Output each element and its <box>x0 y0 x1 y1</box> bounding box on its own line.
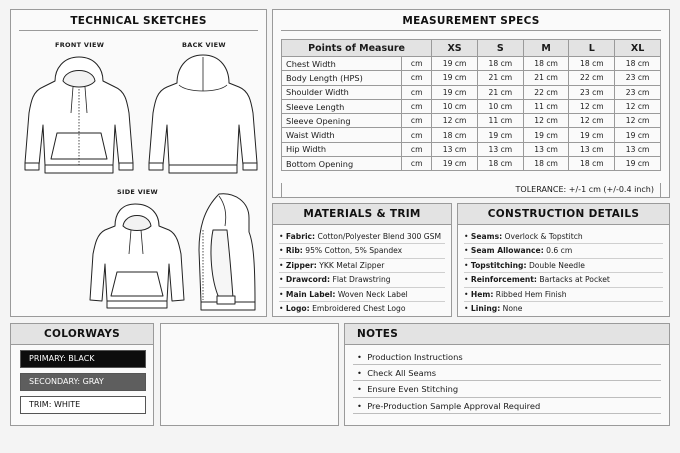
size-header-s: S <box>477 40 523 57</box>
sketches-divider <box>19 30 258 31</box>
measure-value-cell: 19 cm <box>523 128 569 142</box>
measure-point-label: Hip Width <box>282 142 402 156</box>
materials-title: MATERIALS & TRIM <box>273 204 451 225</box>
measure-value-cell: 23 cm <box>615 71 661 85</box>
note-text: Check All Seams <box>367 368 437 379</box>
construction-item-key: Seam Allowance: <box>470 246 544 256</box>
measure-value-cell: 18 cm <box>477 57 523 71</box>
measure-value-cell: 19 cm <box>432 57 478 71</box>
measure-value-cell: 18 cm <box>523 157 569 171</box>
measurement-table <box>281 39 661 171</box>
size-header-xl: XL <box>615 40 661 57</box>
measure-value-cell: 10 cm <box>432 99 478 113</box>
colorways-title: COLORWAYS <box>11 324 153 345</box>
blank-panel <box>160 323 339 426</box>
construction-item-key: Lining: <box>470 303 501 313</box>
materials-trim-panel <box>272 203 452 317</box>
measure-value-cell: 18 cm <box>569 57 615 71</box>
front-view-hoodie-icon <box>23 53 135 177</box>
measure-unit: cm <box>402 157 432 171</box>
side-view-hoodie-icon <box>89 200 185 312</box>
measure-point-label: Sleeve Opening <box>282 114 402 128</box>
bullet-icon: • <box>279 275 284 285</box>
measure-value-cell: 11 cm <box>523 99 569 113</box>
bullet-icon: • <box>464 232 469 241</box>
measurement-row <box>282 85 661 99</box>
measure-value-cell: 22 cm <box>569 71 615 85</box>
materials-item-key: Logo: <box>285 303 310 313</box>
measure-value-cell: 13 cm <box>569 142 615 156</box>
construction-details-panel <box>457 203 670 317</box>
measure-value-cell: 21 cm <box>477 71 523 85</box>
bullet-icon: • <box>464 289 469 299</box>
bullet-icon: • <box>464 246 469 256</box>
size-header-xs: XS <box>432 40 478 57</box>
measure-unit: cm <box>402 71 432 85</box>
bullet-icon: • <box>357 368 362 379</box>
measure-point-label: Sleeve Length <box>282 99 402 113</box>
technical-sketches-panel <box>10 9 267 317</box>
measure-unit: cm <box>402 142 432 156</box>
size-header-m: M <box>523 40 569 57</box>
materials-item-value: 95% Cotton, 5% Spandex <box>305 246 403 256</box>
measurement-title: MEASUREMENT SPECS <box>402 15 540 27</box>
measure-value-cell: 23 cm <box>569 85 615 99</box>
measure-value-cell: 19 cm <box>569 128 615 142</box>
construction-item <box>464 273 663 287</box>
measure-value-cell: 13 cm <box>432 142 478 156</box>
materials-item <box>279 259 445 273</box>
measurement-row <box>282 57 661 71</box>
note-item <box>353 349 661 365</box>
construction-item <box>464 302 663 316</box>
note-text: Production Instructions <box>367 352 463 362</box>
measure-point-label: Shoulder Width <box>282 85 402 99</box>
colorway-swatch: TRIM: WHITE <box>20 396 146 414</box>
measure-point-label: Chest Width <box>282 57 402 71</box>
materials-item-value: Embroidered Chest Logo <box>312 303 406 313</box>
side-view-label: SIDE VIEW <box>117 188 158 196</box>
bullet-icon: • <box>357 400 362 411</box>
side-profile-hoodie-icon <box>195 190 259 314</box>
bullet-icon: • <box>279 260 284 270</box>
materials-item-key: Zipper: <box>285 260 317 270</box>
notes-list <box>345 345 669 414</box>
construction-title: CONSTRUCTION DETAILS <box>458 204 669 225</box>
materials-item-value: YKK Metal Zipper <box>319 260 385 270</box>
measure-value-cell: 10 cm <box>477 99 523 113</box>
construction-item <box>464 230 663 244</box>
materials-item-value: Flat Drawstring <box>332 275 391 285</box>
materials-item <box>279 230 445 244</box>
materials-item-key: Main Label: <box>285 289 336 299</box>
size-header-l: L <box>569 40 615 57</box>
measurement-divider <box>281 30 661 31</box>
construction-item-value: Ribbed Hem Finish <box>495 289 567 299</box>
measure-value-cell: 23 cm <box>615 85 661 99</box>
measure-value-cell: 18 cm <box>477 157 523 171</box>
construction-item-key: Topstitching: <box>470 260 527 270</box>
sketches-title: TECHNICAL SKETCHES <box>70 15 207 27</box>
bullet-icon: • <box>279 246 284 256</box>
colorways-panel <box>10 323 154 426</box>
bullet-icon: • <box>464 303 469 313</box>
measurement-row <box>282 114 661 128</box>
measure-unit: cm <box>402 99 432 113</box>
points-of-measure-header: Points of Measure <box>282 40 432 57</box>
measure-value-cell: 22 cm <box>523 85 569 99</box>
measure-value-cell: 13 cm <box>477 142 523 156</box>
notes-panel <box>344 323 670 426</box>
measurement-specs-panel <box>272 9 670 198</box>
back-view-label: BACK VIEW <box>182 41 226 49</box>
measure-unit: cm <box>402 57 432 71</box>
measure-unit: cm <box>402 114 432 128</box>
materials-item <box>279 302 445 316</box>
measurement-row <box>282 128 661 142</box>
note-item <box>353 381 661 397</box>
materials-item-key: Rib: <box>285 246 303 256</box>
measure-value-cell: 19 cm <box>432 71 478 85</box>
measure-point-label: Bottom Opening <box>282 157 402 171</box>
bullet-icon: • <box>464 260 469 270</box>
bullet-icon: • <box>357 384 362 395</box>
measure-point-label: Body Length (HPS) <box>282 71 402 85</box>
tolerance-note: TOLERANCE: +/-1 cm (+/-0.4 inch) <box>281 183 661 198</box>
measurement-row <box>282 157 661 171</box>
measurement-row <box>282 99 661 113</box>
colorway-swatch: SECONDARY: GRAY <box>20 373 146 391</box>
construction-item-value: Bartacks at Pocket <box>539 275 610 285</box>
bullet-icon: • <box>357 352 362 362</box>
measure-point-label: Waist Width <box>282 128 402 142</box>
measurement-row <box>282 142 661 156</box>
materials-item-key: Drawcord: <box>285 275 331 285</box>
construction-item-value: None <box>502 303 523 313</box>
front-view-label: FRONT VIEW <box>55 41 105 49</box>
measure-value-cell: 18 cm <box>523 57 569 71</box>
measure-value-cell: 12 cm <box>569 99 615 113</box>
construction-item-value: 0.6 cm <box>546 246 573 256</box>
construction-item-key: Hem: <box>470 289 494 299</box>
measure-unit: cm <box>402 128 432 142</box>
measure-value-cell: 18 cm <box>615 57 661 71</box>
bullet-icon: • <box>464 275 469 285</box>
bullet-icon: • <box>279 232 284 241</box>
note-text: Ensure Even Stitching <box>367 384 459 395</box>
measure-value-cell: 21 cm <box>523 71 569 85</box>
measure-value-cell: 12 cm <box>615 99 661 113</box>
materials-list <box>273 225 451 316</box>
measure-value-cell: 19 cm <box>432 157 478 171</box>
measure-value-cell: 19 cm <box>615 128 661 142</box>
measure-unit: cm <box>402 85 432 99</box>
construction-item-key: Seams: <box>470 232 503 241</box>
construction-item-value: Double Needle <box>528 260 585 270</box>
measure-value-cell: 19 cm <box>477 128 523 142</box>
materials-item-value: Woven Neck Label <box>337 289 408 299</box>
measure-value-cell: 18 cm <box>432 128 478 142</box>
measure-value-cell: 13 cm <box>523 142 569 156</box>
back-view-hoodie-icon <box>147 53 259 177</box>
construction-item <box>464 288 663 302</box>
materials-item-key: Fabric: <box>285 232 316 241</box>
measure-value-cell: 13 cm <box>615 142 661 156</box>
construction-list <box>458 225 669 316</box>
measure-value-cell: 12 cm <box>615 114 661 128</box>
note-text: Pre-Production Sample Approval Required <box>367 400 541 411</box>
measurement-table-body <box>282 57 661 171</box>
measure-value-cell: 19 cm <box>432 85 478 99</box>
measure-value-cell: 21 cm <box>477 85 523 99</box>
note-item <box>353 365 661 381</box>
construction-item <box>464 244 663 258</box>
materials-item <box>279 288 445 302</box>
measure-value-cell: 19 cm <box>615 157 661 171</box>
measure-value-cell: 12 cm <box>523 114 569 128</box>
bullet-icon: • <box>279 303 284 313</box>
construction-item-value: Overlock & Topstitch <box>504 232 583 241</box>
note-item <box>353 398 661 414</box>
notes-title: NOTES <box>345 324 669 345</box>
materials-item <box>279 273 445 287</box>
construction-item <box>464 259 663 273</box>
bullet-icon: • <box>279 289 284 299</box>
measure-value-cell: 11 cm <box>477 114 523 128</box>
measure-value-cell: 12 cm <box>432 114 478 128</box>
measurement-row <box>282 71 661 85</box>
measure-value-cell: 12 cm <box>569 114 615 128</box>
colorway-swatch: PRIMARY: BLACK <box>20 350 146 368</box>
construction-item-key: Reinforcement: <box>470 275 537 285</box>
materials-item-value: Cotton/Polyester Blend 300 GSM <box>317 232 442 241</box>
measure-value-cell: 18 cm <box>569 157 615 171</box>
measurement-header-row <box>282 40 661 57</box>
materials-item <box>279 244 445 258</box>
